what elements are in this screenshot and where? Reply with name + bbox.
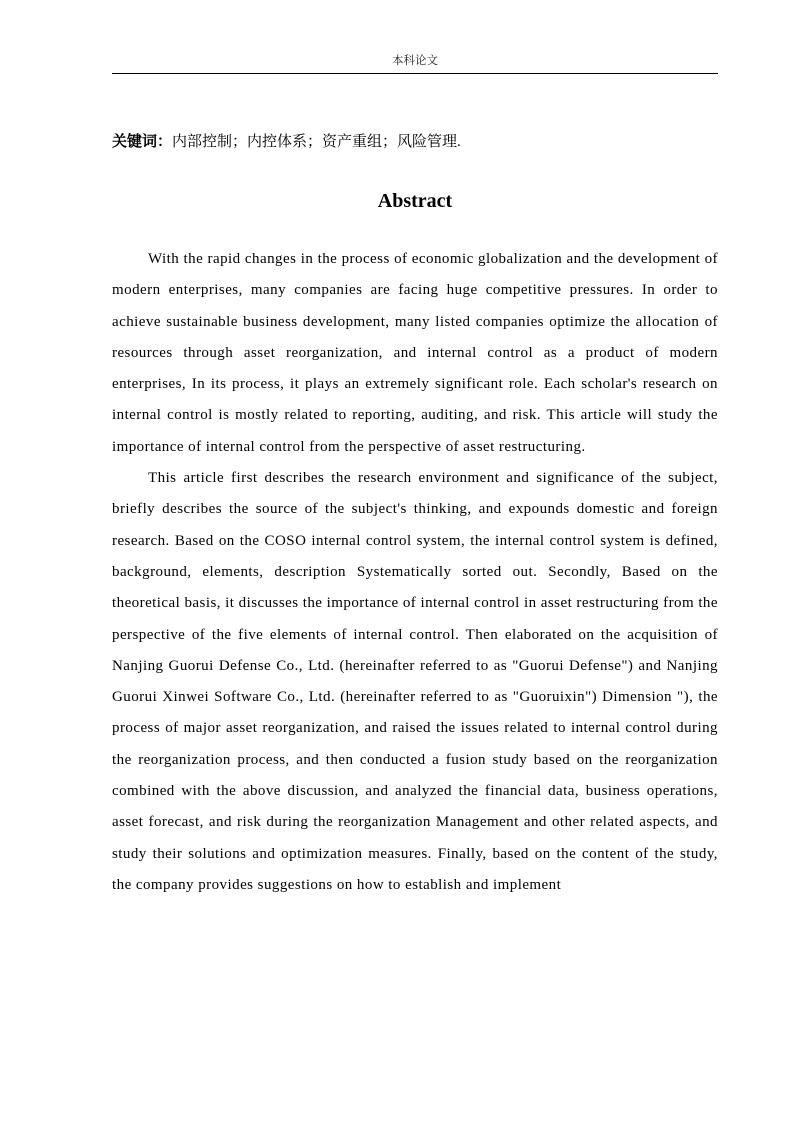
running-header: 本科论文 [392,55,438,67]
keywords-label: 关键词： [112,134,173,150]
abstract-heading: Abstract [377,190,453,212]
abstract-paragraph: With the rapid changes in the process of economic globalization and the development of modern enterprises, many companies are facing huge competitive pressures. In order to achieve sustainable business development, many listed companies optimize the allocation of resources through asset reorganization, and internal control as a product of modern enterprises, In its process, it plays an extremely significant role. Each scholar's research on internal control is mostly related to reporting, auditing, and risk. This article will study the importance of internal control from the perspective of asset restructuring. [112,251,718,455]
abstract-body [112,244,718,901]
keywords-line [112,131,718,153]
abstract-paragraph: This article first describes the research environment and significance of the subject, briefly describes the source of the subject's thinking, and expounds domestic and foreign research. Based on the COSO internal control system, the internal control system is defined, background, elements, description Systematically sorted out. Secondly, Based on the theoretical basis, it discusses the importance of internal control in asset restructuring from the perspective of the five elements of internal control. Then elaborated on the acquisition of Nanjing Guorui Defense Co., Ltd. (hereinafter referred to as "Guorui Defense") and Nanjing Guorui Xinwei Software Co., Ltd. (hereinafter referred to as "Guoruixin") Dimension "), the process of major asset reorganization, and raised the issues related to internal control during the reorganization process, and then conducted a fusion study based on the reorganization combined with the above discussion, and analyzed the financial data, business operations, asset forecast, and risk during the reorganization Management and other related aspects, and study their solutions and optimization measures. Finally, based on the content of the study, the company provides suggestions on how to establish and implement [112,470,718,893]
keywords-text: 内部控制；内控体系；资产重组；风险管理. [172,134,461,150]
header-divider [112,73,718,74]
